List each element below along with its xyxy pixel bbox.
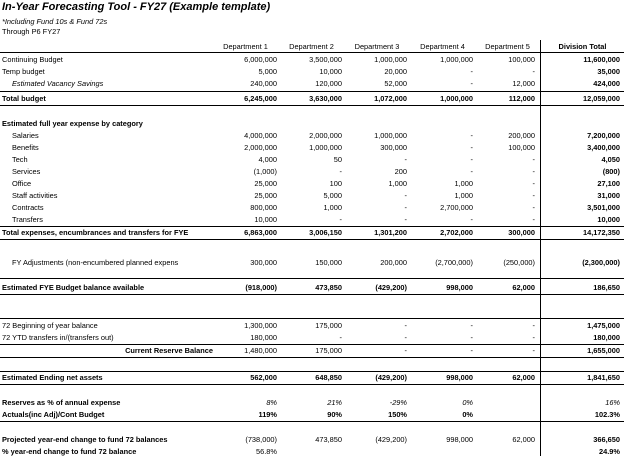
cell[interactable]: 10,000 <box>254 215 277 224</box>
row-label: Temp budget <box>2 67 45 76</box>
divider <box>0 357 624 358</box>
cell[interactable]: - <box>339 167 342 176</box>
cell[interactable]: 1,000 <box>454 179 473 188</box>
row-total-budget[interactable] <box>0 93 624 104</box>
sheet-title: In-Year Forecasting Tool - FY27 (Example template) <box>2 1 271 13</box>
cell[interactable]: 200 <box>394 167 407 176</box>
cell[interactable]: 2,702,000 <box>440 228 473 237</box>
cell[interactable]: 240,000 <box>250 79 277 88</box>
cell-total[interactable]: 180,000 <box>593 333 620 342</box>
cell[interactable]: 200,000 <box>380 258 407 267</box>
cell[interactable]: - <box>532 346 535 355</box>
cell-total[interactable]: (2,300,000) <box>582 258 620 267</box>
row-expense-heading <box>0 118 624 129</box>
cell[interactable]: 1,000,000 <box>374 55 407 64</box>
cell[interactable]: - <box>404 155 407 164</box>
cell[interactable]: 62,000 <box>512 283 535 292</box>
cell-total[interactable]: 10,000 <box>597 215 620 224</box>
cell[interactable]: 25,000 <box>254 179 277 188</box>
row-benefits[interactable] <box>0 142 624 153</box>
cell[interactable]: 62,000 <box>512 435 535 444</box>
row-actuals-cont-budget[interactable] <box>0 409 624 420</box>
cell[interactable]: 300,000 <box>508 228 535 237</box>
cell[interactable]: 56.8% <box>256 447 277 456</box>
cell[interactable]: 112,000 <box>508 94 535 103</box>
col-header-department-2[interactable]: Department 2 <box>289 42 334 51</box>
cell-total[interactable]: 12,059,000 <box>583 94 620 103</box>
cell[interactable]: 100,000 <box>508 55 535 64</box>
cell[interactable]: - <box>470 321 473 330</box>
cell[interactable]: 1,072,000 <box>374 94 407 103</box>
row-label: Estimated FYE Budget balance available <box>2 283 145 292</box>
cell-total[interactable]: 24.9% <box>599 447 620 456</box>
col-header-department-3[interactable]: Department 3 <box>354 42 400 51</box>
cell[interactable]: - <box>532 179 535 188</box>
row-label: % year-end change to fund 72 balance <box>2 447 137 456</box>
row-transfers[interactable] <box>0 214 624 225</box>
col-header-division-total[interactable]: Division Total <box>558 42 607 51</box>
cell[interactable]: - <box>532 167 535 176</box>
cell[interactable]: 473,850 <box>315 283 342 292</box>
cell[interactable]: 180,000 <box>250 333 277 342</box>
row-label: Total expenses, encumbrances and transfers for FYE <box>2 228 189 237</box>
cell[interactable]: - <box>404 333 407 342</box>
row-tech[interactable] <box>0 154 624 165</box>
cell[interactable]: - <box>532 155 535 164</box>
row-label: Services <box>12 167 41 176</box>
cell[interactable]: - <box>404 346 407 355</box>
row-label: Staff activities <box>12 191 58 200</box>
divider <box>0 421 624 422</box>
row-temp-budget[interactable] <box>0 66 624 77</box>
cell[interactable]: 2,700,000 <box>440 203 473 212</box>
cell[interactable]: - <box>532 67 535 76</box>
cell[interactable]: 300,000 <box>250 258 277 267</box>
cell[interactable]: 2,000,000 <box>309 131 342 140</box>
row-fye-balance[interactable] <box>0 282 624 293</box>
cell[interactable]: 0% <box>462 398 473 407</box>
cell[interactable]: - <box>470 155 473 164</box>
cell[interactable]: - <box>339 215 342 224</box>
cell[interactable]: - <box>470 346 473 355</box>
cell[interactable]: - <box>470 131 473 140</box>
cell-total[interactable]: 1,475,000 <box>587 321 620 330</box>
cell[interactable]: 3,500,000 <box>309 55 342 64</box>
row-label: 72 Beginning of year balance <box>2 321 98 330</box>
cell[interactable]: 12,000 <box>512 79 535 88</box>
cell[interactable]: (429,200) <box>375 435 407 444</box>
row-label: Estimated Ending net assets <box>2 373 103 382</box>
cell[interactable]: 52,000 <box>384 79 407 88</box>
cell[interactable]: 300,000 <box>380 143 407 152</box>
cell-total[interactable]: 35,000 <box>597 67 620 76</box>
col-header-department-5[interactable]: Department 5 <box>485 42 530 51</box>
divider <box>0 105 624 106</box>
cell[interactable]: - <box>404 203 407 212</box>
divider <box>0 318 624 319</box>
row-current-reserve[interactable] <box>0 345 624 356</box>
cell-total[interactable]: 14,172,350 <box>583 228 620 237</box>
cell-total[interactable]: 366,650 <box>593 435 620 444</box>
row-total-expenses[interactable] <box>0 227 624 238</box>
cell[interactable]: 648,850 <box>315 373 342 382</box>
cell[interactable]: 50 <box>333 155 342 164</box>
cell[interactable]: - <box>532 215 535 224</box>
cell[interactable]: 473,850 <box>315 435 342 444</box>
cell[interactable]: 1,301,200 <box>374 228 407 237</box>
row-label: Transfers <box>12 215 43 224</box>
row-label: Total budget <box>2 94 46 103</box>
cell[interactable]: 1,000,000 <box>309 143 342 152</box>
row-label: Estimated Vacancy Savings <box>12 79 104 88</box>
cell[interactable]: 8% <box>266 398 277 407</box>
column-header-row <box>0 41 624 53</box>
cell[interactable]: 1,000,000 <box>374 131 407 140</box>
cell[interactable]: 1,000 <box>388 179 407 188</box>
divider <box>0 278 624 279</box>
row-label: Projected year-end change to fund 72 balances <box>2 435 168 444</box>
cell[interactable]: - <box>404 321 407 330</box>
cell[interactable]: 62,000 <box>512 373 535 382</box>
cell[interactable]: 998,000 <box>446 435 473 444</box>
cell[interactable]: 175,000 <box>315 321 342 330</box>
cell-total[interactable]: 1,655,000 <box>587 346 620 355</box>
row-label: Office <box>12 179 32 188</box>
cell-total[interactable]: 1,841,650 <box>587 373 620 382</box>
row-label: Tech <box>12 155 28 164</box>
cell[interactable]: 200,000 <box>508 131 535 140</box>
row-contracts[interactable] <box>0 202 624 213</box>
col-header-department-1[interactable]: Department 1 <box>223 42 268 51</box>
cell[interactable]: - <box>470 67 473 76</box>
section-heading: Estimated full year expense by category <box>2 119 143 128</box>
cell[interactable]: - <box>532 321 535 330</box>
cell[interactable]: 6,000,000 <box>244 55 277 64</box>
cell[interactable]: (429,200) <box>375 283 407 292</box>
cell[interactable]: 119% <box>258 410 277 419</box>
row-label: Salaries <box>12 131 39 140</box>
cell[interactable]: - <box>532 191 535 200</box>
divider <box>0 384 624 385</box>
row-salaries[interactable] <box>0 130 624 141</box>
cell-total[interactable]: 27,100 <box>597 179 620 188</box>
cell[interactable]: - <box>339 333 342 342</box>
row-ytd-transfers-72[interactable] <box>0 332 624 343</box>
divider <box>0 294 624 295</box>
cell[interactable]: 1,300,000 <box>244 321 277 330</box>
row-fy-adjustments[interactable] <box>0 257 624 268</box>
cell[interactable]: 3,630,000 <box>309 94 342 103</box>
cell[interactable]: 1,000,000 <box>440 94 473 103</box>
cell[interactable]: 1,000 <box>323 203 342 212</box>
cell-total[interactable]: 3,501,000 <box>587 203 620 212</box>
cell[interactable]: 562,000 <box>250 373 277 382</box>
cell[interactable]: 4,000,000 <box>244 131 277 140</box>
cell[interactable]: 10,000 <box>319 67 342 76</box>
divider <box>0 239 624 240</box>
row-services[interactable] <box>0 166 624 177</box>
row-projected-change-72[interactable] <box>0 434 624 445</box>
cell[interactable]: 20,000 <box>384 67 407 76</box>
cell[interactable]: 6,245,000 <box>244 94 277 103</box>
row-office[interactable] <box>0 178 624 189</box>
row-label: FY Adjustments (non-encumbered planned expens <box>12 258 179 267</box>
cell-total[interactable]: 11,600,000 <box>583 55 620 64</box>
row-label: 72 YTD transfers in/(transfers out) <box>2 333 114 342</box>
sheet-note: *Including Fund 10s & Fund 72s <box>2 17 108 26</box>
cell[interactable]: 0% <box>462 410 473 419</box>
cell[interactable]: 4,000 <box>258 155 277 164</box>
divider <box>0 91 624 92</box>
cell[interactable]: 998,000 <box>446 283 473 292</box>
col-header-department-4[interactable]: Department 4 <box>420 42 465 51</box>
row-label: Contracts <box>12 203 44 212</box>
cell[interactable]: - <box>532 203 535 212</box>
row-label: Actuals(inc Adj)/Cont Budget <box>2 410 105 419</box>
cell[interactable]: (429,200) <box>375 373 407 382</box>
cell[interactable]: (738,000) <box>245 435 277 444</box>
row-vacancy-savings[interactable] <box>0 78 624 89</box>
cell[interactable]: 175,000 <box>315 346 342 355</box>
cell[interactable]: (2,700,000) <box>435 258 473 267</box>
row-pct-change-72[interactable] <box>0 446 624 457</box>
row-label: Current Reserve Balance <box>125 346 213 355</box>
cell[interactable]: 1,480,000 <box>244 346 277 355</box>
cell[interactable]: 150,000 <box>315 258 342 267</box>
cell[interactable]: 1,000 <box>454 191 473 200</box>
cell[interactable]: - <box>404 191 407 200</box>
cell[interactable]: 150% <box>388 410 407 419</box>
row-label: Continuing Budget <box>2 55 63 64</box>
cell[interactable]: - <box>470 333 473 342</box>
cell[interactable]: - <box>532 333 535 342</box>
cell-total[interactable]: 7,200,000 <box>587 131 620 140</box>
cell[interactable]: 800,000 <box>250 203 277 212</box>
cell[interactable]: (1,000) <box>253 167 277 176</box>
cell-total[interactable]: 4,050 <box>601 155 620 164</box>
cell-total[interactable]: (800) <box>602 167 620 176</box>
cell[interactable]: 25,000 <box>254 191 277 200</box>
cell[interactable]: 5,000 <box>323 191 342 200</box>
cell[interactable]: 100,000 <box>508 143 535 152</box>
cell-total[interactable]: 186,650 <box>593 283 620 292</box>
cell[interactable]: - <box>470 167 473 176</box>
cell[interactable]: (918,000) <box>245 283 277 292</box>
cell[interactable]: (250,000) <box>503 258 535 267</box>
cell[interactable]: - <box>404 215 407 224</box>
cell-total[interactable]: 3,400,000 <box>587 143 620 152</box>
cell[interactable]: - <box>470 79 473 88</box>
row-continuing-budget[interactable] <box>0 54 624 65</box>
cell[interactable]: 998,000 <box>446 373 473 382</box>
cell[interactable]: - <box>470 143 473 152</box>
sheet-period: Through P6 FY27 <box>2 27 61 36</box>
cell[interactable]: 6,863,000 <box>244 228 277 237</box>
row-label: Benefits <box>12 143 39 152</box>
cell[interactable]: 5,000 <box>258 67 277 76</box>
row-label: Reserves as % of annual expense <box>2 398 121 407</box>
row-reserves-pct[interactable] <box>0 397 624 408</box>
cell[interactable]: 3,006,150 <box>309 228 342 237</box>
cell[interactable]: 120,000 <box>315 79 342 88</box>
row-beginning-balance-72[interactable] <box>0 320 624 331</box>
cell[interactable]: 100 <box>329 179 342 188</box>
cell-total[interactable]: 424,000 <box>593 79 620 88</box>
cell-total[interactable]: 16% <box>605 398 620 407</box>
cell[interactable]: 21% <box>327 398 342 407</box>
row-staff-activities[interactable] <box>0 190 624 201</box>
cell-total[interactable]: 31,000 <box>597 191 620 200</box>
cell[interactable]: 2,000,000 <box>244 143 277 152</box>
cell[interactable]: 1,000,000 <box>440 55 473 64</box>
cell[interactable]: 90% <box>327 410 342 419</box>
cell[interactable]: - <box>470 215 473 224</box>
cell[interactable]: -29% <box>389 398 407 407</box>
row-ending-net-assets[interactable] <box>0 372 624 383</box>
cell-total[interactable]: 102.3% <box>594 410 620 419</box>
